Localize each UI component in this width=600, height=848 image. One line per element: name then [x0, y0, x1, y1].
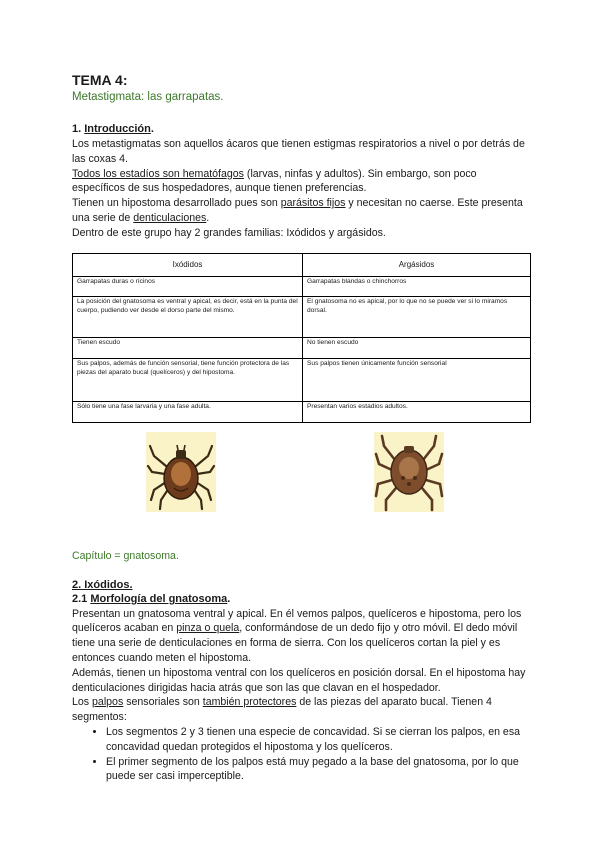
table-cell: Garrapatas blandas o chinchorros	[303, 276, 531, 296]
intro-paragraph-1: Los metastigmatas son aquellos ácaros que tienen estigmas respiratorios a nivel o por detrás de las coxas 4.	[72, 138, 525, 165]
denticulations-text: denticulaciones	[133, 211, 207, 224]
page-title: TEMA 4:	[72, 72, 128, 88]
section-1-title: Introducción	[84, 123, 151, 135]
document-page	[72, 72, 532, 784]
section-2-1-number: 2.1	[72, 593, 91, 606]
table-header-row	[73, 253, 531, 276]
ixodid-paragraph-3-b: sensoriales son	[123, 696, 203, 709]
ixodid-paragraph-3-c: de las piezas del aparato bucal. Tienen 4 segmentos:	[72, 696, 492, 724]
ixodid-paragraph-1-b: , conformándose de un dedo fijo y otro móvil. El dedo móvil tiene una serie de denticulaciones en forma de sierra. Con los quelíceros cortan la piel y es entonces cuando meten el hipostoma.	[72, 622, 518, 664]
page-subtitle: Metastigmata: las garrapatas.	[72, 91, 224, 103]
intro-paragraph-4: Dentro de este grupo hay 2 grandes familias: Ixódidos y argásidos.	[72, 226, 386, 239]
ixodid-paragraph-3-a: Los	[72, 696, 93, 709]
tick-images	[72, 432, 532, 527]
pincer-text: pinza o quela	[176, 622, 240, 635]
table-row	[73, 296, 531, 337]
section-2-1-heading	[72, 592, 532, 607]
table-header-argasidos: Argásidos	[303, 253, 531, 276]
table-cell: No tienen escudo	[303, 337, 531, 358]
table-row	[73, 401, 531, 422]
table-cell: Sus palpos tienen únicamente función sensorial	[303, 358, 531, 401]
table-row	[73, 337, 531, 358]
section-2-1-suffix: .	[227, 593, 231, 606]
fixed-parasites-text: parásitos fijos	[280, 197, 346, 210]
table-cell: Sólo tiene una fase larvaria y una fase adulta.	[73, 401, 303, 422]
section-2-heading	[72, 578, 532, 593]
section-2-title: 2. Ixódidos.	[72, 578, 133, 591]
gnathosoma-caption: Capítulo = gnatosoma.	[72, 549, 179, 562]
intro-paragraph-3-b: y necesitan no caerse. Este presenta una serie de	[72, 197, 523, 224]
ixodid-paragraph-1	[72, 607, 532, 666]
also-protective-text: también protectores	[202, 696, 297, 709]
intro-paragraph-3-a: Tienen un hipostoma desarrollado pues son	[72, 197, 281, 210]
table-cell: La posición del gnatosoma es ventral y apical, es decir, está en la punta del cuerpo, pudiendo ver desde el dorso parte del mismo.	[73, 296, 303, 337]
argasid-tick-image	[374, 432, 444, 512]
hematophagous-text: Todos los estadíos son hematófagos	[72, 167, 244, 180]
ixodid-paragraph-2: Además, tienen un hipostoma ventral con los quelíceros en posición dorsal. En el hipostoma hay denticulaciones dirigidas hacia atrás que son las que clavan en el hospedador.	[72, 666, 526, 694]
table-row	[73, 358, 531, 401]
table-header-ixodidos: Ixódidos	[73, 253, 303, 276]
section-2-1-title: Morfología del gnatosoma	[90, 593, 228, 606]
section-1-number: 1.	[72, 123, 85, 135]
table-row	[73, 276, 531, 296]
palps-text: palpos	[92, 696, 124, 709]
intro-paragraph-2	[72, 167, 532, 197]
intro-paragraph-2-rest: (larvas, ninfas y adultos). Sin embargo, son poco específicos de sus hospedadores, aunque tienen preferencias.	[72, 167, 477, 195]
table-cell: Presentan varios estadios adultos.	[303, 401, 531, 422]
section-1-suffix: .	[150, 123, 154, 135]
intro-paragraph-3	[72, 196, 532, 226]
table-cell: Garrapatas duras o rícinos	[73, 276, 303, 296]
intro-paragraph-3-c: .	[206, 211, 210, 224]
table-cell: El gnatosoma no es apical, por lo que no se puede ver si lo miramos dorsal.	[303, 296, 531, 337]
table-cell: Tienen escudo	[73, 337, 303, 358]
ixodid-paragraph-1-a: Presentan un gnatosoma ventral y apical. En él vemos palpos, quelíceros e hipostoma, pero los quelíceros acaban en	[72, 607, 522, 635]
table-cell: Sus palpos, además de función sensorial, tiene función protectora de las piezas del aparato bucal (quelíceros) y del hipostoma.	[73, 358, 303, 401]
list-item: • Los segmentos 2 y 3 tienen una especie de concavidad. Si se cierran los palpos, en esa concavidad quedan protegidos el hipostoma y los quelíceros.	[106, 725, 532, 755]
list-item: • El primer segmento de los palpos está muy pegado a la base del gnatosoma, por lo que puede ser casi imperceptible.	[106, 755, 532, 785]
palp-segments-list	[72, 725, 532, 784]
families-table	[72, 253, 531, 423]
ixodid-tick-image	[146, 432, 216, 512]
ixodid-paragraph-3	[72, 695, 532, 725]
section-1-heading	[72, 122, 532, 137]
